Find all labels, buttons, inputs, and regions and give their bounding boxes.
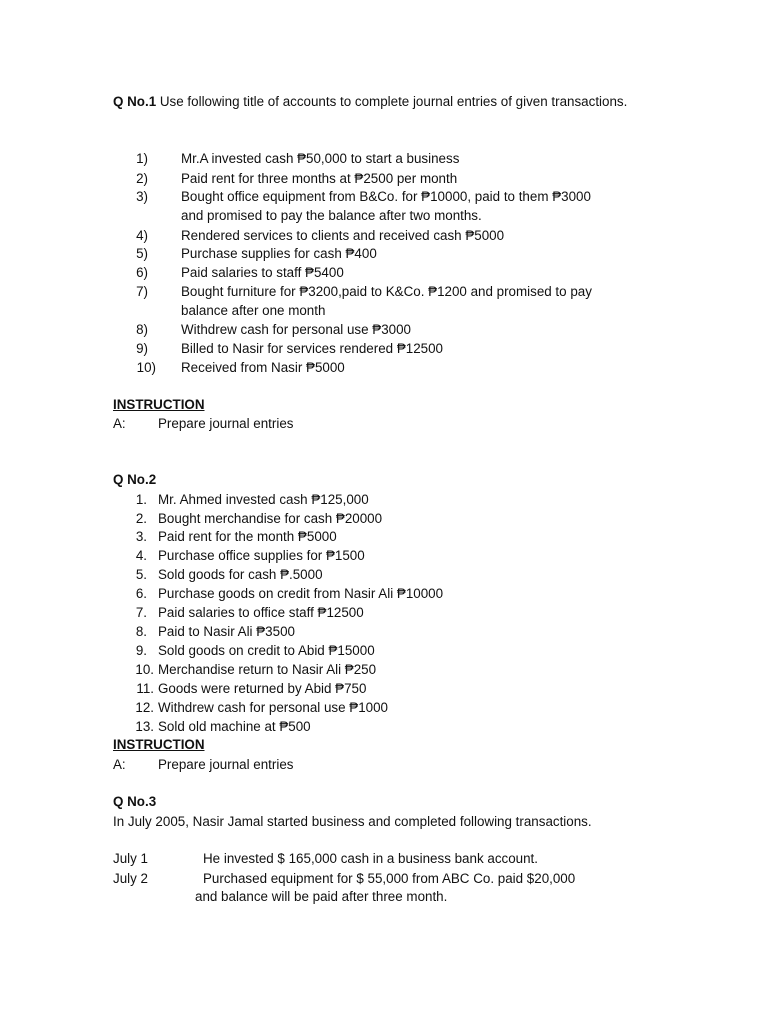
q2-item-4-num: 4. xyxy=(135,548,147,563)
q1-intro: Use following title of accounts to complete journal entries of given transactions. xyxy=(159,94,628,109)
q1-instruction-label: A: xyxy=(113,416,126,431)
q1-instruction-heading: INSTRUCTION xyxy=(113,397,205,412)
q2-instruction-text: Prepare journal entries xyxy=(158,757,294,772)
q2-item-4-text: Purchase office supplies for ₱1500 xyxy=(158,548,365,563)
q1-item-6-num: 6) xyxy=(136,265,148,280)
q2-item-5-num: 5. xyxy=(135,567,147,582)
q1-item-10-num: 10) xyxy=(136,360,156,375)
q1-item-1-num: 1) xyxy=(136,151,148,166)
q1-item-7-text-cont: balance after one month xyxy=(181,303,326,318)
q1-item-3-num: 3) xyxy=(136,189,148,204)
q3-intro: In July 2005, Nasir Jamal started business and completed following transactions. xyxy=(113,814,592,829)
q1-item-3-text: Bought office equipment from B&Co. for ₱10000, paid to them ₱3000 xyxy=(181,189,591,204)
q3-entry-1-date: July 1 xyxy=(113,851,148,866)
q2-item-9-text: Sold goods on credit to Abid ₱15000 xyxy=(158,643,375,658)
q1-item-5-text: Purchase supplies for cash ₱400 xyxy=(181,246,377,261)
q2-item-1-num: 1. xyxy=(135,492,147,507)
q1-item-4-num: 4) xyxy=(136,228,148,243)
q3-entry-1-text: He invested $ 165,000 cash in a business bank account. xyxy=(203,851,538,866)
q2-item-7-text: Paid salaries to office staff ₱12500 xyxy=(158,605,364,620)
q2-item-2-num: 2. xyxy=(135,511,147,526)
q2-item-10-num: 10. xyxy=(135,662,154,677)
q2-instruction-heading: INSTRUCTION xyxy=(113,737,205,752)
q1-item-3-text-cont: and promised to pay the balance after two months. xyxy=(181,208,482,223)
q3-entry-2-date: July 2 xyxy=(113,871,148,886)
q2-item-6-num: 6. xyxy=(135,586,147,601)
q1-item-9-text: Billed to Nasir for services rendered ₱12500 xyxy=(181,341,443,356)
q1-heading-line xyxy=(113,94,627,110)
q2-item-8-num: 8. xyxy=(135,624,147,639)
q1-item-2-text: Paid rent for three months at ₱2500 per month xyxy=(181,171,458,186)
q2-heading: Q No.2 xyxy=(113,472,157,487)
q2-item-10-text: Merchandise return to Nasir Ali ₱250 xyxy=(158,662,377,677)
q1-item-5-num: 5) xyxy=(136,246,148,261)
q2-item-6-text: Purchase goods on credit from Nasir Ali ₱10000 xyxy=(158,586,444,601)
q2-item-13-num: 13. xyxy=(135,719,154,734)
q2-item-9-num: 9. xyxy=(135,643,147,658)
q1-item-6-text: Paid salaries to staff ₱5400 xyxy=(181,265,344,280)
q1-item-7-num: 7) xyxy=(136,284,148,299)
q2-item-3-num: 3. xyxy=(135,529,147,544)
q2-item-1-text: Mr. Ahmed invested cash ₱125,000 xyxy=(158,492,369,507)
q1-item-8-text: Withdrew cash for personal use ₱3000 xyxy=(181,322,411,337)
q2-item-2-text: Bought merchandise for cash ₱20000 xyxy=(158,511,383,526)
q1-item-8-num: 8) xyxy=(136,322,148,337)
q2-item-7-num: 7. xyxy=(135,605,147,620)
q2-item-11-text: Goods were returned by Abid ₱750 xyxy=(158,681,367,696)
q3-entry-2-text: Purchased equipment for $ 55,000 from ABC Co. paid $20,000 xyxy=(203,871,576,886)
q2-item-8-text: Paid to Nasir Ali ₱3500 xyxy=(158,624,295,639)
q2-item-11-num: 11. xyxy=(136,681,154,696)
q3-entry-2-text-cont: and balance will be paid after three month. xyxy=(195,889,448,904)
q1-item-1-text: Mr.A invested cash ₱50,000 to start a business xyxy=(181,151,460,166)
q2-item-12-num: 12. xyxy=(135,700,154,715)
q2-instruction-label: A: xyxy=(113,757,126,772)
q1-item-9-num: 9) xyxy=(136,341,148,356)
q1-item-4-text: Rendered services to clients and received cash ₱5000 xyxy=(181,228,505,243)
q1-heading: Q No.1 xyxy=(113,94,157,109)
q3-heading: Q No.3 xyxy=(113,794,157,809)
q1-item-7-text: Bought furniture for ₱3200,paid to K&Co. ₱1200 and promised to pay xyxy=(181,284,592,299)
q1-instruction-text: Prepare journal entries xyxy=(158,416,294,431)
q2-item-5-text: Sold goods for cash ₱.5000 xyxy=(158,567,323,582)
q1-item-2-num: 2) xyxy=(136,171,148,186)
q2-item-12-text: Withdrew cash for personal use ₱1000 xyxy=(158,700,388,715)
q1-item-10-text: Received from Nasir ₱5000 xyxy=(181,360,345,375)
q2-item-3-text: Paid rent for the month ₱5000 xyxy=(158,529,337,544)
q2-item-13-text: Sold old machine at ₱500 xyxy=(158,719,311,734)
